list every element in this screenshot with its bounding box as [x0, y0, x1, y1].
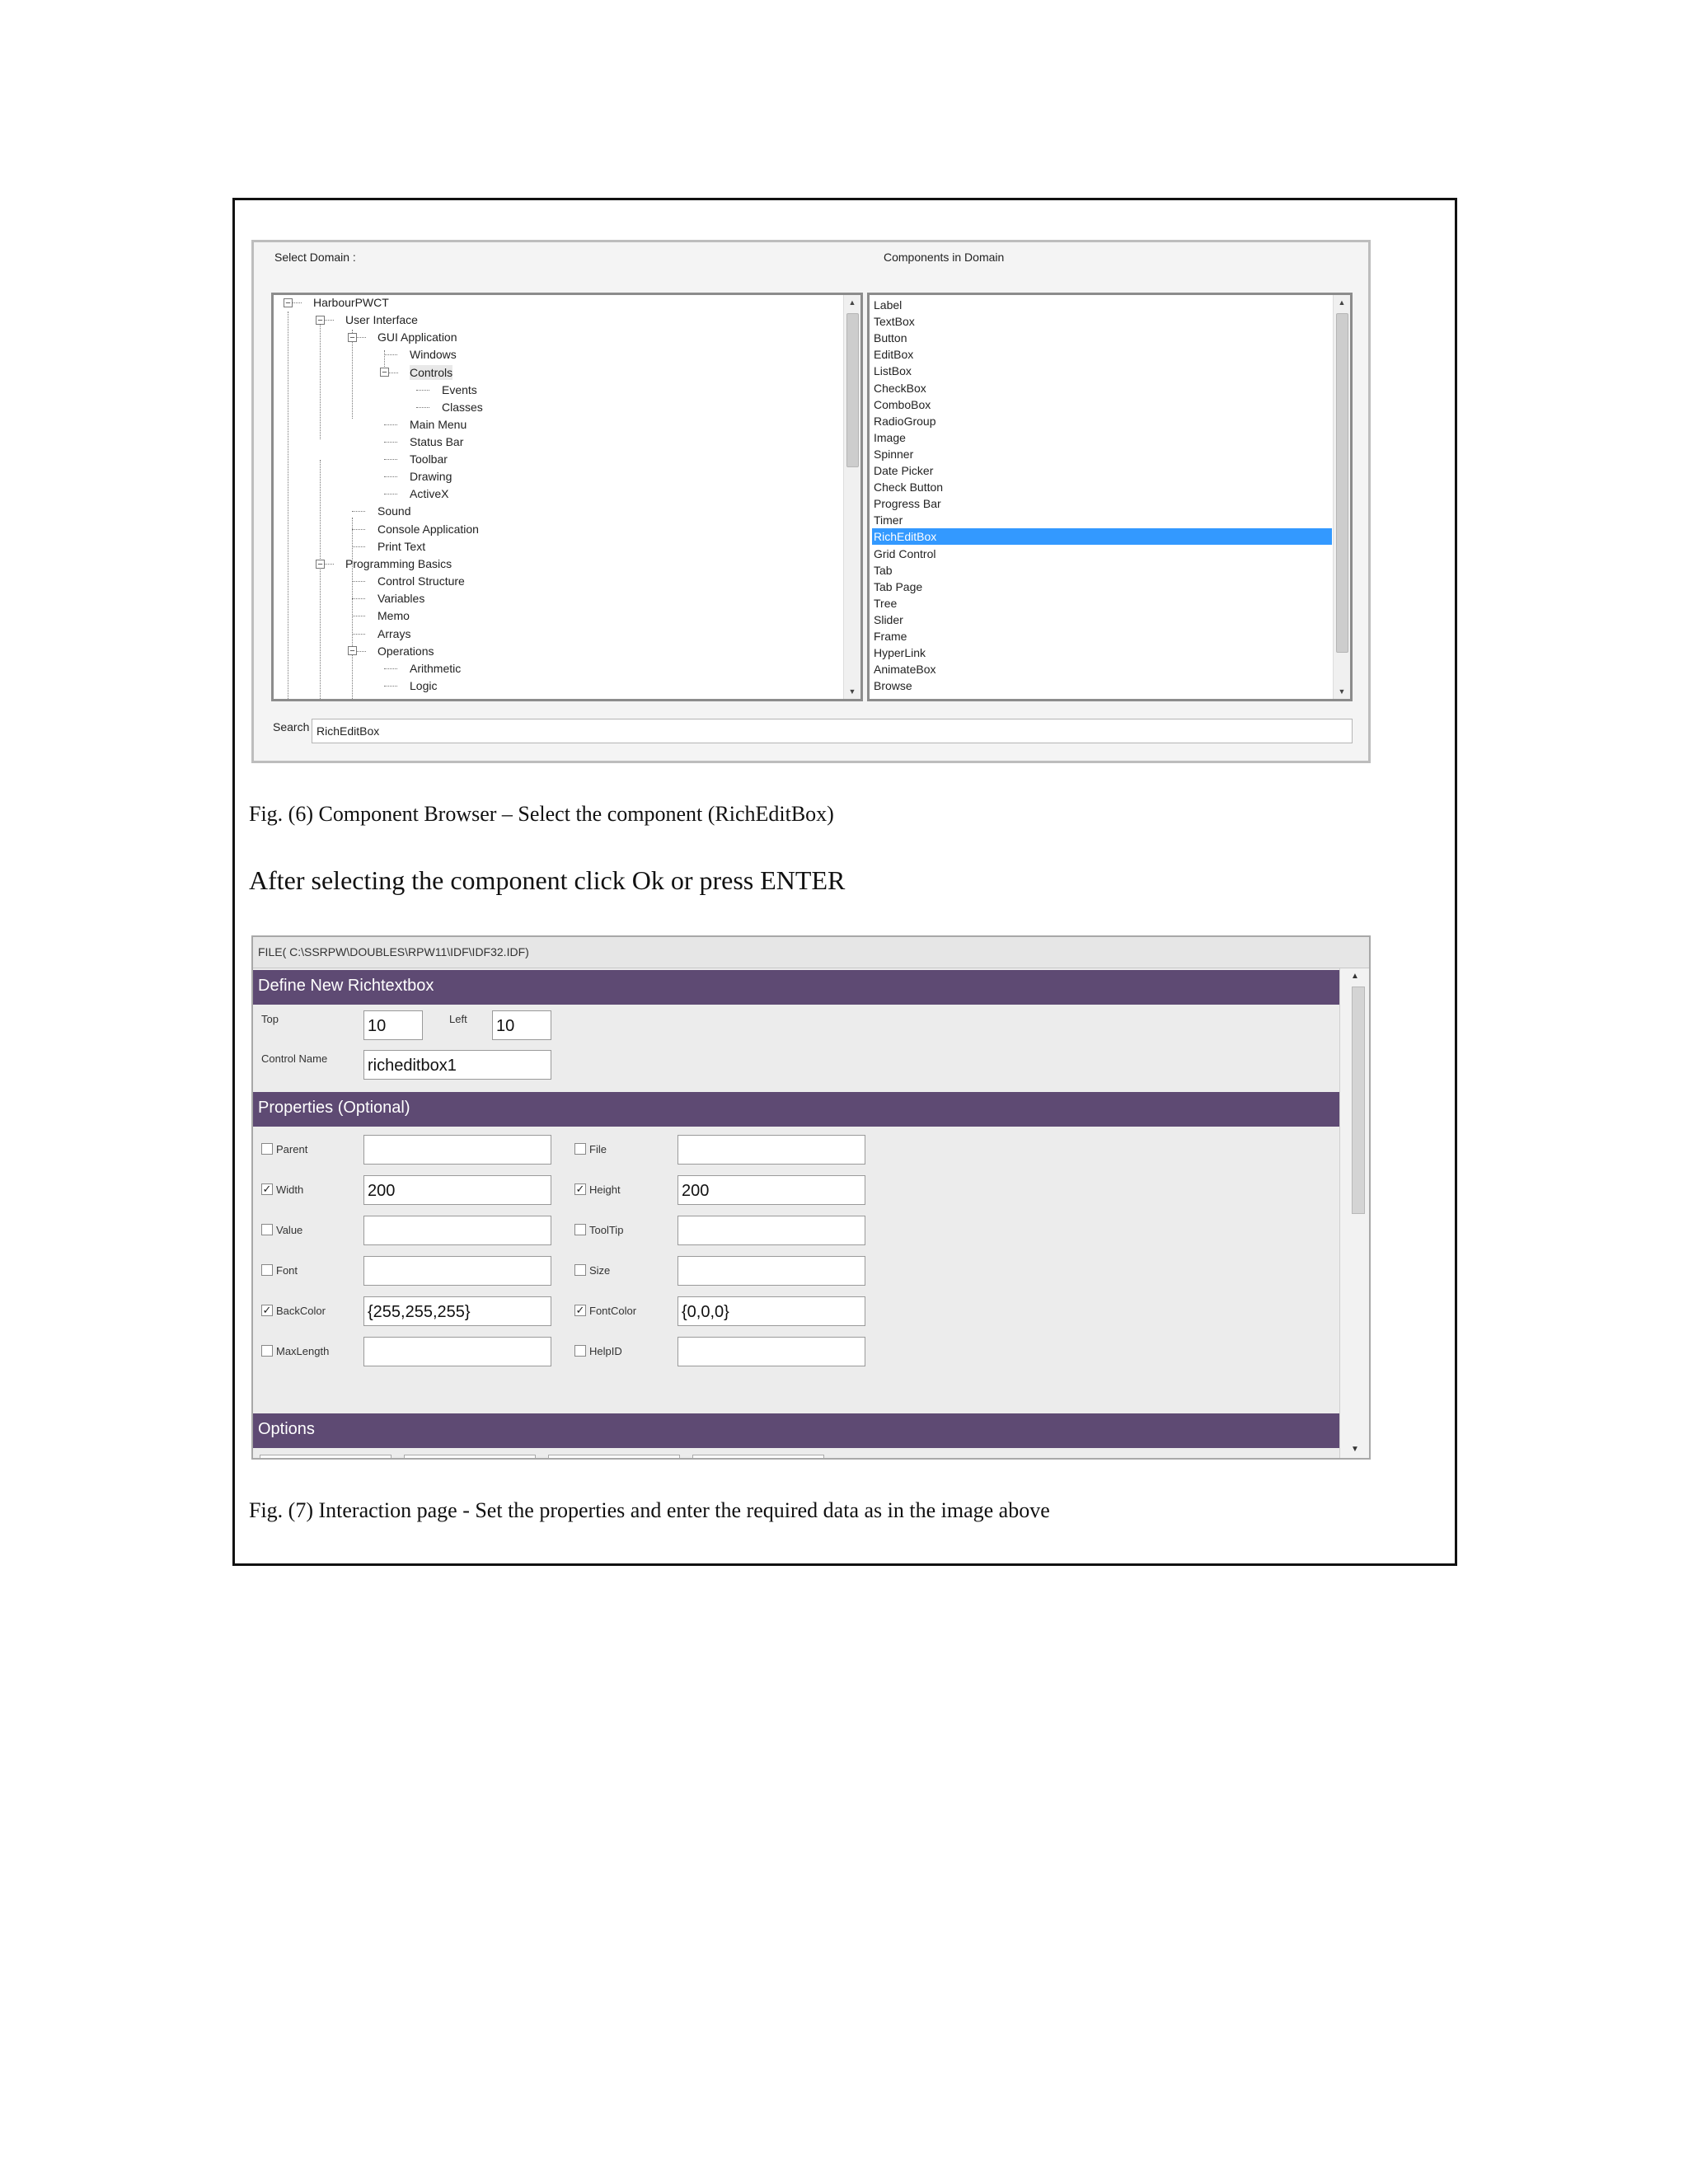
size-label: Size: [589, 1264, 611, 1277]
component-list-item[interactable]: TextBox: [874, 315, 915, 329]
maxlength-input[interactable]: [363, 1337, 551, 1366]
tree-item-user-interface[interactable]: User Interface: [345, 313, 418, 326]
backcolor-input[interactable]: {255,255,255}: [363, 1296, 551, 1326]
scroll-down-icon[interactable]: ▼: [1338, 687, 1346, 696]
interaction-page-window: [251, 935, 1371, 1460]
instruction-text: After selecting the component click Ok or press ENTER: [249, 865, 846, 895]
tree-item-toolbar[interactable]: Toolbar: [410, 452, 448, 466]
option-field[interactable]: [260, 1455, 392, 1460]
font-checkbox[interactable]: [261, 1264, 273, 1276]
component-list-item[interactable]: AnimateBox: [874, 663, 936, 677]
collapse-icon[interactable]: −: [316, 560, 325, 569]
fontcolor-label: FontColor: [589, 1305, 637, 1317]
tree-item-main-menu[interactable]: Main Menu: [410, 418, 467, 431]
window-title: FILE( C:\SSRPW\DOUBLES\RPW11\IDF\IDF32.IDF): [253, 937, 1369, 968]
maxlength-checkbox[interactable]: [261, 1345, 273, 1357]
option-field[interactable]: [692, 1455, 824, 1460]
component-list-item[interactable]: RadioGroup: [874, 414, 936, 428]
value-label: Value: [276, 1224, 303, 1236]
collapse-icon[interactable]: −: [284, 298, 293, 307]
page-scrollbar[interactable]: [1339, 968, 1369, 1458]
tree-item-programming-basics[interactable]: Programming Basics: [345, 557, 452, 570]
parent-input[interactable]: [363, 1135, 551, 1165]
tree-item-operations[interactable]: Operations: [377, 644, 434, 658]
component-list-item[interactable]: Tab: [874, 563, 893, 577]
font-label: Font: [276, 1264, 298, 1277]
define-header: Define New Richtextbox: [253, 970, 1341, 1005]
tree-item-classes[interactable]: Classes: [442, 401, 483, 414]
top-label: Top: [261, 1013, 279, 1025]
backcolor-label: BackColor: [276, 1305, 326, 1317]
components-in-domain-label: Components in Domain: [884, 251, 1005, 264]
components-scrollbar[interactable]: [1333, 295, 1350, 699]
control-name-input[interactable]: richeditbox1: [363, 1050, 551, 1080]
tree-item-control-structure[interactable]: Control Structure: [377, 574, 465, 588]
scroll-up-icon[interactable]: ▲: [848, 298, 856, 307]
helpid-input[interactable]: [678, 1337, 865, 1366]
component-list-item[interactable]: ListBox: [874, 364, 912, 378]
tree-item-arithmetic[interactable]: Arithmetic: [410, 662, 462, 675]
component-list-item[interactable]: Check Button: [874, 480, 944, 494]
component-list-item[interactable]: Label: [874, 298, 903, 312]
top-input[interactable]: 10: [363, 1010, 423, 1040]
component-list-item[interactable]: Progress Bar: [874, 497, 941, 511]
properties-header: Properties (Optional): [253, 1092, 1341, 1127]
search-input[interactable]: RichEditBox: [312, 719, 1353, 743]
left-label: Left: [449, 1013, 467, 1025]
option-field[interactable]: [548, 1455, 680, 1460]
helpid-label: HelpID: [589, 1345, 622, 1357]
component-list-item[interactable]: Grid Control: [874, 546, 936, 560]
scroll-up-icon[interactable]: ▲: [1338, 298, 1346, 307]
width-label: Width: [276, 1183, 304, 1196]
tree-item-harbourpwct[interactable]: HarbourPWCT: [313, 296, 389, 309]
option-field[interactable]: [404, 1455, 536, 1460]
tree-item-gui-application[interactable]: GUI Application: [377, 330, 457, 344]
figure-7-caption: Fig. (7) Interaction page - Set the properties and enter the required data as in the image above: [249, 1498, 1050, 1522]
file-checkbox[interactable]: [574, 1143, 586, 1155]
scroll-thumb[interactable]: [846, 313, 859, 467]
components-list[interactable]: [867, 293, 1353, 701]
parent-checkbox[interactable]: [261, 1143, 273, 1155]
component-list-item[interactable]: Tab Page: [874, 579, 923, 593]
component-list-item[interactable]: EditBox: [874, 348, 914, 362]
tree-item-status-bar[interactable]: Status Bar: [410, 435, 464, 448]
tooltip-input[interactable]: [678, 1216, 865, 1245]
width-input[interactable]: 200: [363, 1175, 551, 1205]
component-list-item[interactable]: Browse: [874, 679, 912, 693]
width-checkbox[interactable]: ✓: [262, 1183, 272, 1195]
scroll-thumb[interactable]: [1336, 313, 1348, 653]
component-list-item[interactable]: Slider: [874, 612, 903, 626]
select-domain-label: Select Domain :: [274, 251, 356, 264]
component-list-item[interactable]: HyperLink: [874, 646, 926, 660]
collapse-icon[interactable]: −: [380, 368, 389, 377]
tree-item-events[interactable]: Events: [442, 383, 477, 396]
size-input[interactable]: [678, 1256, 865, 1286]
height-label: Height: [589, 1183, 621, 1196]
tooltip-checkbox[interactable]: [574, 1224, 586, 1235]
font-input[interactable]: [363, 1256, 551, 1286]
backcolor-checkbox[interactable]: ✓: [262, 1304, 272, 1316]
tree-item-drawing[interactable]: Drawing: [410, 470, 452, 483]
fontcolor-input[interactable]: {0,0,0}: [678, 1296, 865, 1326]
component-list-item[interactable]: Spinner: [874, 447, 914, 461]
tree-item-sound[interactable]: Sound: [377, 504, 411, 518]
tree-item-controls[interactable]: Controls: [410, 366, 453, 379]
scroll-up-icon[interactable]: ▲: [1351, 972, 1359, 981]
height-input[interactable]: 200: [678, 1175, 865, 1205]
parent-label: Parent: [276, 1143, 308, 1155]
tree-item-print-text[interactable]: Print Text: [377, 540, 426, 553]
left-input[interactable]: 10: [492, 1010, 551, 1040]
height-checkbox[interactable]: ✓: [575, 1183, 585, 1195]
tree-item-variables[interactable]: Variables: [377, 592, 425, 605]
tree-item-arrays[interactable]: Arrays: [377, 627, 411, 640]
tree-item-memo[interactable]: Memo: [377, 609, 410, 622]
helpid-checkbox[interactable]: [574, 1345, 586, 1357]
component-list-item[interactable]: Frame: [874, 630, 907, 643]
file-input[interactable]: [678, 1135, 865, 1165]
component-list-item[interactable]: CheckBox: [874, 381, 926, 395]
control-name-label: Control Name: [261, 1052, 328, 1065]
collapse-icon[interactable]: −: [348, 333, 357, 342]
component-list-item[interactable]: Timer: [874, 513, 903, 527]
figure-6-caption: Fig. (6) Component Browser – Select the component (RichEditBox): [249, 802, 834, 826]
size-checkbox[interactable]: [574, 1264, 586, 1276]
fontcolor-checkbox[interactable]: ✓: [575, 1304, 585, 1316]
component-list-item[interactable]: Image: [874, 430, 906, 444]
tree-item-windows[interactable]: Windows: [410, 348, 457, 361]
file-label: File: [589, 1143, 607, 1155]
value-input[interactable]: [363, 1216, 551, 1245]
scroll-thumb[interactable]: [1352, 987, 1365, 1214]
component-list-item[interactable]: Button: [874, 331, 907, 345]
tree-scrollbar[interactable]: [843, 295, 860, 699]
search-label: Search: [273, 720, 310, 733]
options-header: Options: [253, 1413, 1341, 1448]
scroll-down-icon[interactable]: ▼: [1351, 1445, 1359, 1454]
domain-tree[interactable]: [271, 293, 863, 701]
maxlength-label: MaxLength: [276, 1345, 330, 1357]
tooltip-label: ToolTip: [589, 1224, 624, 1236]
tree-item-console-application[interactable]: Console Application: [377, 523, 479, 536]
collapse-icon[interactable]: −: [348, 646, 357, 655]
scroll-down-icon[interactable]: ▼: [848, 687, 856, 696]
component-list-item[interactable]: RichEditBox: [872, 528, 1332, 545]
component-list-item[interactable]: ComboBox: [874, 397, 931, 411]
component-list-item[interactable]: Tree: [874, 596, 898, 610]
collapse-icon[interactable]: −: [316, 316, 325, 325]
component-list-item[interactable]: Date Picker: [874, 464, 934, 477]
tree-item-activex[interactable]: ActiveX: [410, 487, 449, 500]
tree-item-logic[interactable]: Logic: [410, 679, 438, 692]
value-checkbox[interactable]: [261, 1224, 273, 1235]
